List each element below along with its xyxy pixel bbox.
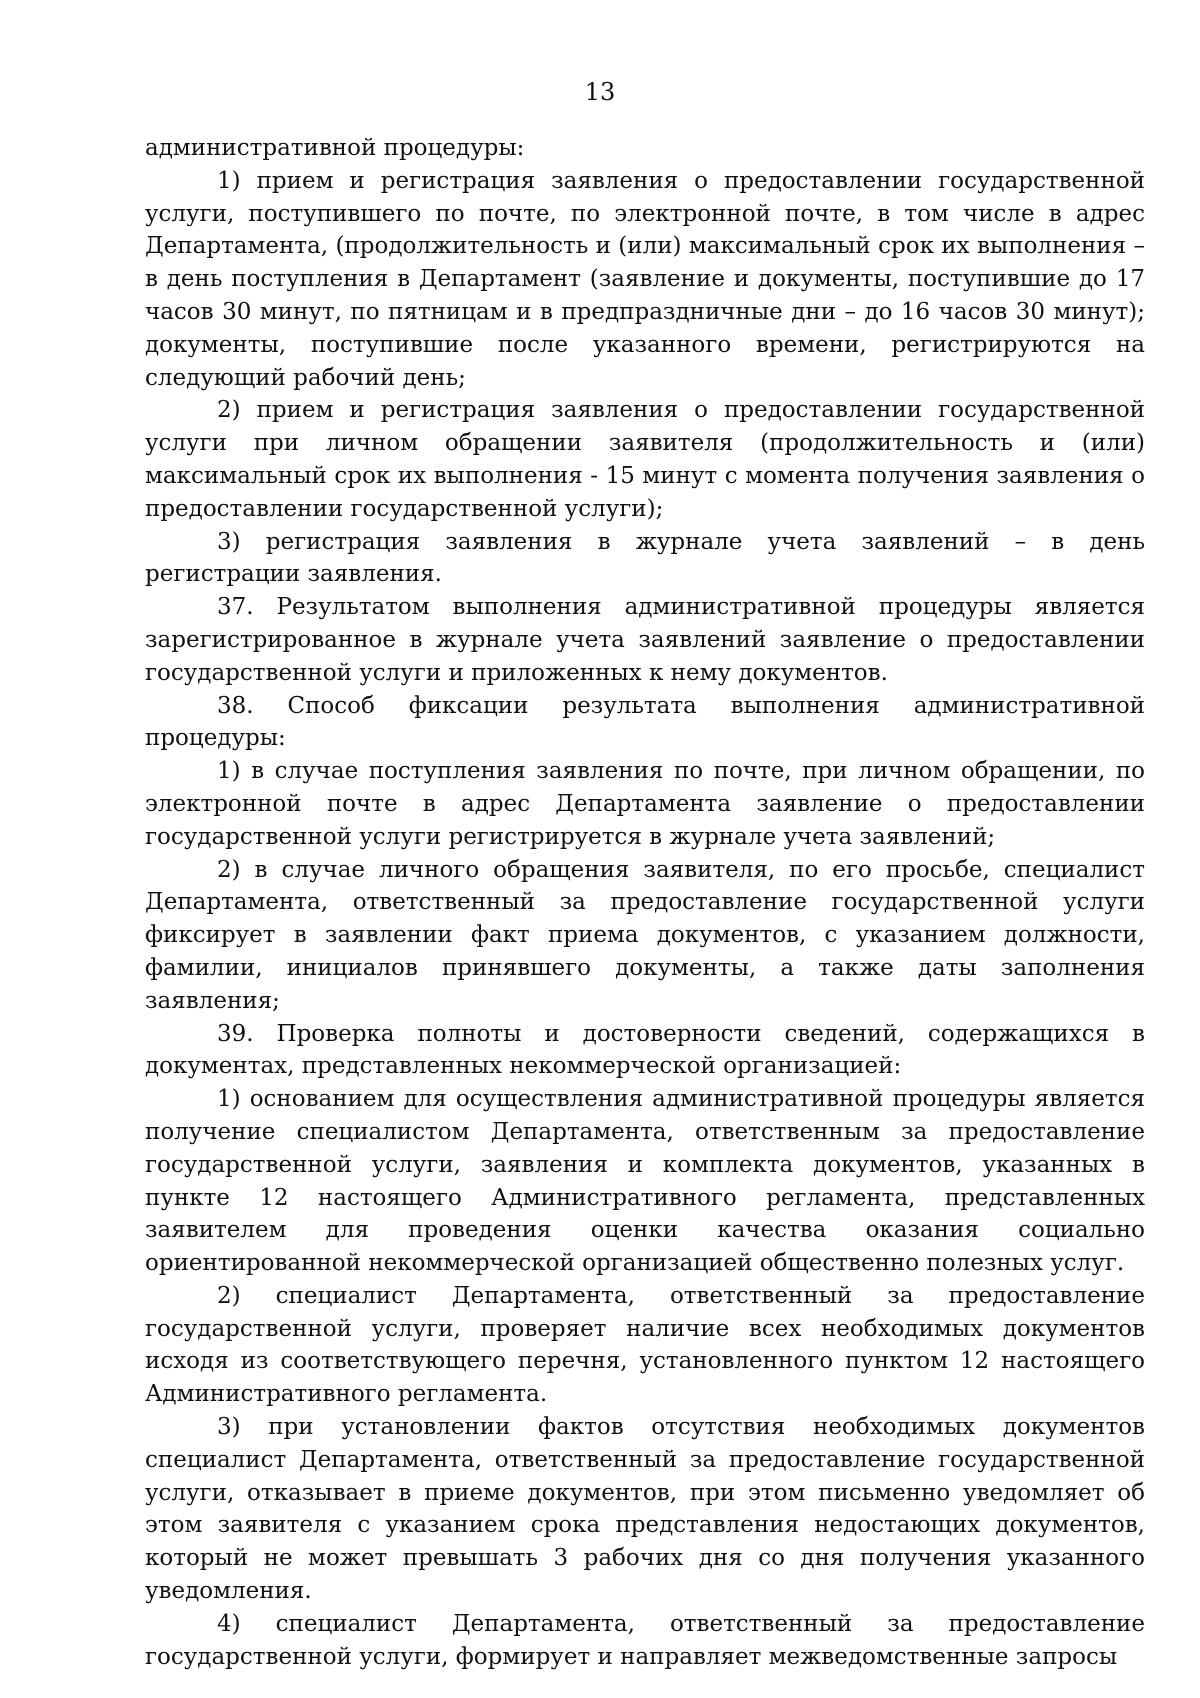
body-text bbox=[145, 132, 1145, 1673]
paragraph: 2) прием и регистрация заявления о предоставлении государственной услуги при личном обращении заявителя (продолжительность и (или) максимальный срок их выполнения - 15 минут с момента получения заявления о предоставлении государственной услуги); bbox=[145, 397, 1145, 522]
paragraph: административной процедуры: bbox=[145, 135, 525, 161]
paragraph: 1) основанием для осуществления административной процедуры является получение специалистом Департамента, ответственным за предоставление государственной услуги, заявления и комплекта документов, указанных в пункте 12 настоящего Административного регламента, представленных заявителем для проведения оценки качества оказания социально ориентированной некоммерческой организацией общественно полезных услуг. bbox=[145, 1086, 1145, 1277]
paragraph: 2) специалист Департамента, ответственный за предоставление государственной услуги, проверяет наличие всех необходимых документов исходя из соответствующего перечня, установленного пунктом 12 настоящего Административного регламента. bbox=[145, 1282, 1145, 1408]
paragraph: 4) специалист Департамента, ответственный за предоставление государственной услуги, формирует и направляет межведомственные запросы bbox=[145, 1610, 1145, 1670]
page-number: 13 bbox=[584, 78, 616, 106]
paragraph: 38. Способ фиксации результата выполнения административной процедуры: bbox=[145, 692, 1145, 752]
paragraph: 39. Проверка полноты и достоверности сведений, содержащихся в документах, представленных некоммерческой организацией: bbox=[145, 1020, 1145, 1080]
paragraph: 1) в случае поступления заявления по почте, при личном обращении, по электронной почте в адрес Департамента заявление о предоставлении государственной услуги регистрируется в журнале учета заявлений; bbox=[145, 758, 1145, 850]
paragraph: 2) в случае личного обращения заявителя, по его просьбе, специалист Департамента, ответственный за предоставление государственной услуги фиксирует в заявлении факт приема документов, с указанием должности, фамилии, инициалов принявшего документы, а также даты заполнения заявления; bbox=[145, 856, 1145, 1014]
paragraph: 37. Результатом выполнения административной процедуры является зарегистрированное в журнале учета заявлений заявление о предоставлении государственной услуги и приложенных к нему документов. bbox=[145, 594, 1145, 686]
paragraph: 3) регистрация заявления в журнале учета заявлений – в день регистрации заявления. bbox=[145, 528, 1145, 588]
paragraph: 3) при установлении фактов отсутствия необходимых документов специалист Департамента, ответственный за предоставление государственной услуги, отказывает в приеме документов, при этом письменно уведомляет об этом заявителя с указанием срока представления недостающих документов, который не может превышать 3 рабочих дня со дня получения указанного уведомления. bbox=[145, 1414, 1145, 1605]
paragraph: 1) прием и регистрация заявления о предоставлении государственной услуги, поступившего по почте, по электронной почте, в том числе в адрес Департамента, (продолжительность и (или) максимальный срок их выполнения – в день поступления в Департамент (заявление и документы, поступившие до 17 часов 30 минут, по пятницам и в предпраздничные дни – до 16 часов 30 минут); документы, поступившие после указанного времени, регистрируются на следующий рабочий день; bbox=[145, 167, 1145, 391]
